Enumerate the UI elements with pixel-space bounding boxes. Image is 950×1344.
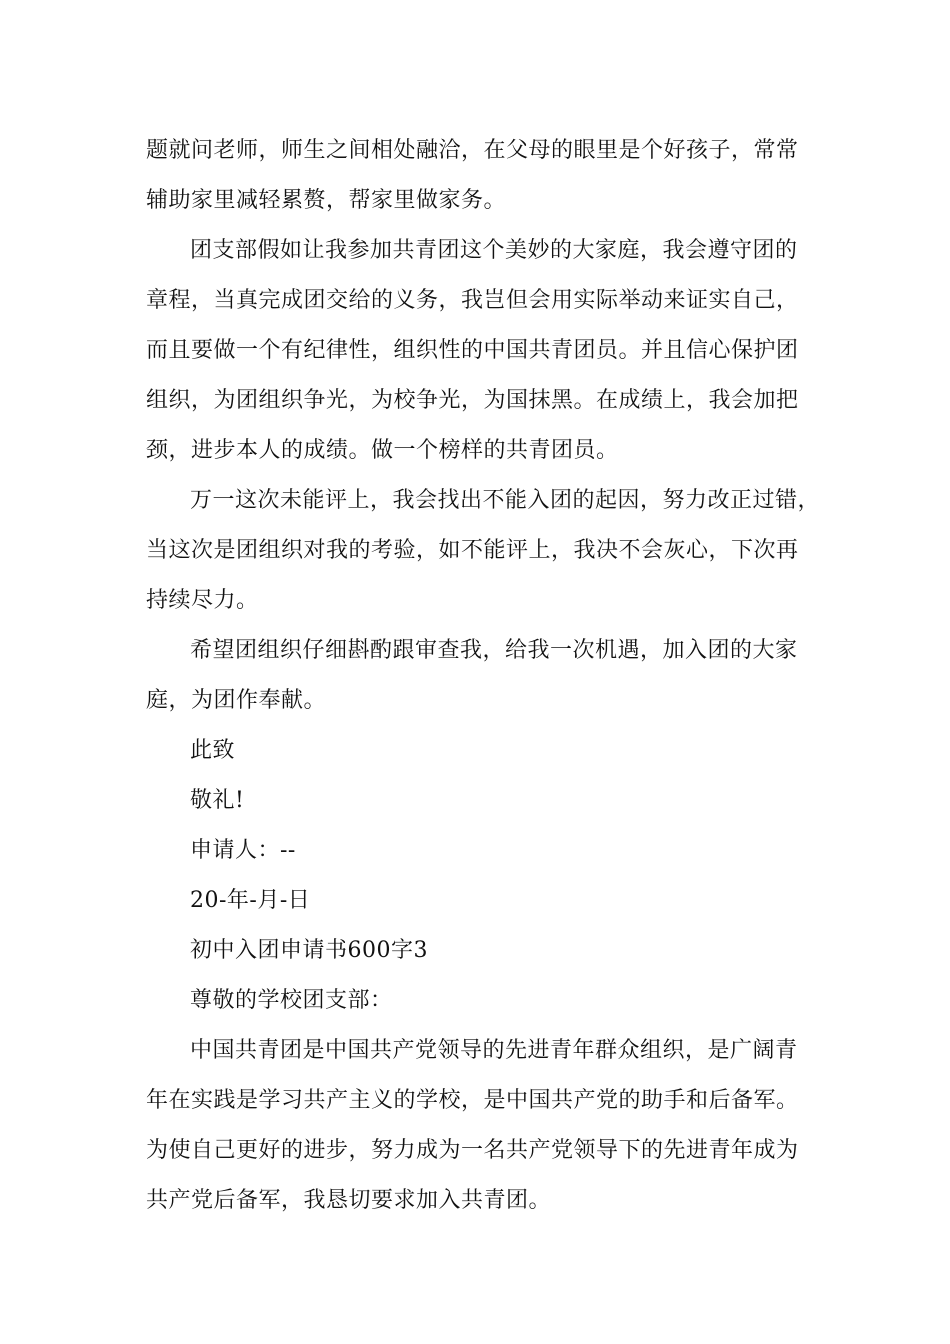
- text-line: 共产党后备军，我恳切要求加入共青团。: [146, 1188, 552, 1213]
- text-line: 为使自己更好的进步，努力成为一名共产党领导下的先进青年成为: [146, 1138, 799, 1163]
- text-line: 组织，为团组织争光，为校争光，为国抹黑。在成绩上，我会加把: [146, 388, 799, 413]
- text-line: 当这次是团组织对我的考验，如不能评上，我决不会灰心，下次再: [146, 538, 799, 563]
- section-title: 初中入团申请书600字3: [190, 938, 428, 963]
- text-line: 而且要做一个有纪律性，组织性的中国共青团员。并且信心保护团: [146, 338, 799, 363]
- closing: 敬礼!: [190, 788, 245, 813]
- text-line: 万一这次未能评上，我会找出不能入团的起因，努力改正过错，: [190, 488, 821, 513]
- text-line: 章程，当真完成团交给的义务，我岂但会用实际举动来证实自己，: [146, 288, 799, 313]
- text-line: 希望团组织仔细斟酌跟审查我，给我一次机遇，加入团的大家: [190, 638, 798, 663]
- greeting: 尊敬的学校团支部：: [190, 988, 393, 1013]
- text-line: 中国共青团是中国共产党领导的先进青年群众组织，是广阔青: [190, 1038, 798, 1063]
- text-line: 题就问老师，师生之间相处融洽，在父母的眼里是个好孩子，常常: [146, 138, 799, 163]
- text-line: 辅助家里减轻累赘，帮家里做家务。: [146, 188, 507, 213]
- salutation: 此致: [190, 738, 236, 763]
- text-line: 颈，进步本人的成绩。做一个榜样的共青团员。: [146, 438, 619, 463]
- text-line: 年在实践是学习共产主义的学校，是中国共产党的助手和后备军。: [146, 1088, 799, 1113]
- text-line: 庭，为团作奉献。: [146, 688, 327, 713]
- text-line: 持续尽力。: [146, 588, 259, 613]
- text-line: 团支部假如让我参加共青团这个美妙的大家庭，我会遵守团的: [190, 238, 798, 263]
- applicant: 申请人：--: [190, 838, 296, 863]
- date: 20-年-月-日: [190, 888, 311, 913]
